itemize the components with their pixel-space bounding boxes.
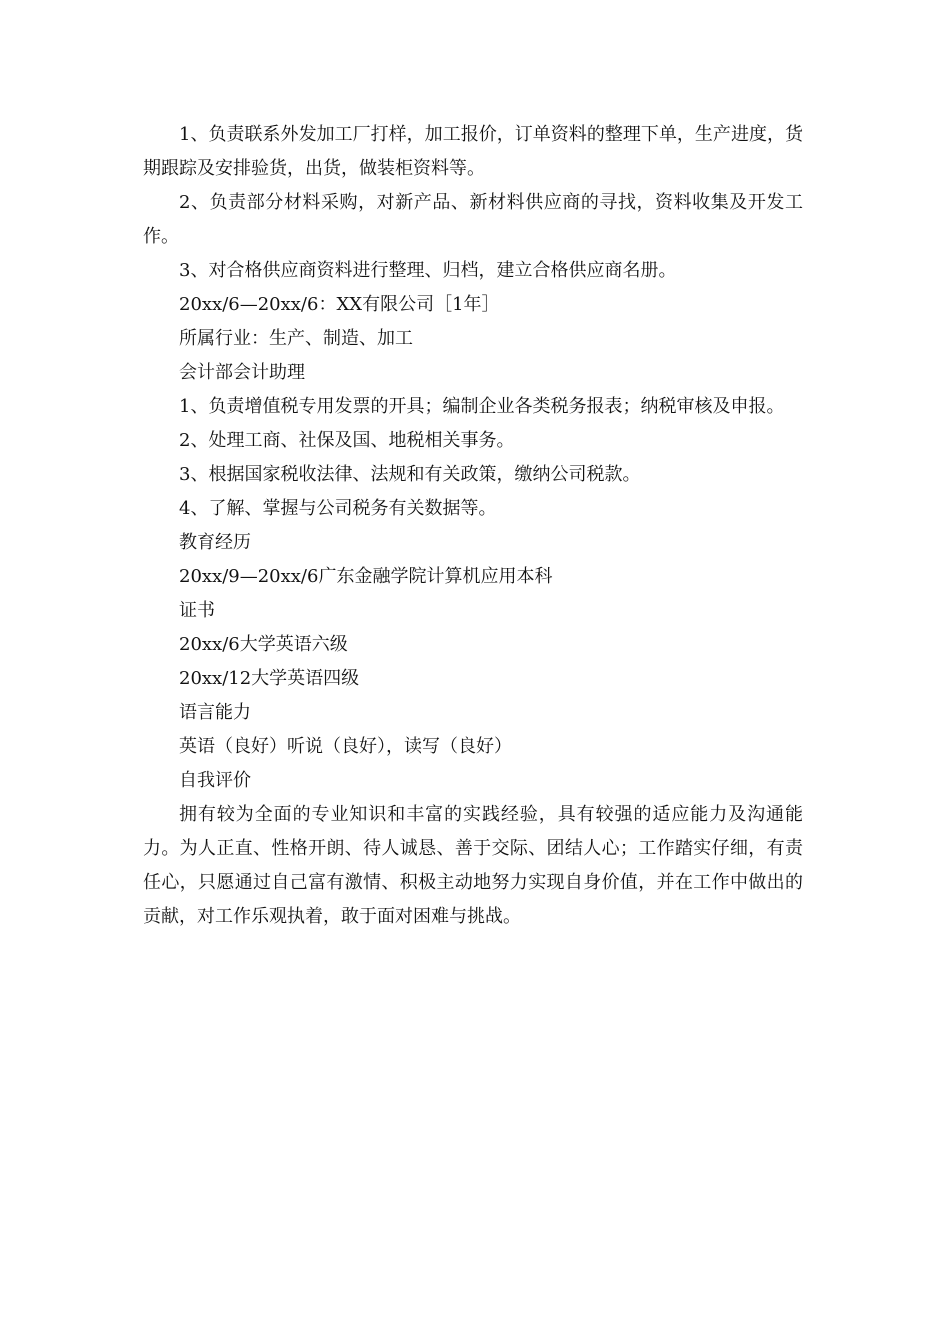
paragraph-job-title: 会计部会计助理 [179, 362, 305, 383]
paragraph-industry: 所属行业：生产、制造、加工 [179, 328, 413, 349]
paragraph-accounting-duties-2: 2、处理工商、社保及国、地税相关事务。 [179, 430, 515, 451]
document-body [143, 118, 803, 934]
section-heading-language: 语言能力 [179, 702, 251, 723]
paragraph-self-evaluation: 拥有较为全面的专业知识和丰富的实践经验，具有较强的适应能力及沟通能力。为人正直、性格开朗、待人诚恳、善于交际、团结人心；工作踏实仔细，有责任心，只愿通过自己富有激情、积极主动地努力实现自身价值，并在工作中做出的贡献，对工作乐观执着，敢于面对困难与挑战。 [143, 804, 803, 927]
paragraph-job-period: 20xx/6—20xx/6：XX有限公司［1年］ [179, 294, 500, 315]
paragraph-supplier-duties-3: 3、对合格供应商资料进行整理、归档，建立合格供应商名册。 [179, 260, 677, 281]
paragraph-accounting-duties-3: 3、根据国家税收法律、法规和有关政策，缴纳公司税款。 [179, 464, 641, 485]
section-heading-certificates: 证书 [179, 600, 215, 621]
paragraph-education-entry: 20xx/9—20xx/6广东金融学院计算机应用本科 [179, 566, 553, 587]
paragraph-supplier-duties-1: 1、负责联系外发加工厂打样，加工报价，订单资料的整理下单，生产进度，货期跟踪及安排验货，出货，做装柜资料等。 [143, 124, 803, 179]
paragraph-accounting-duties-4: 4、了解、掌握与公司税务有关数据等。 [179, 498, 497, 519]
section-heading-self-evaluation: 自我评价 [179, 770, 251, 791]
paragraph-certificate-cet4: 20xx/12大学英语四级 [179, 668, 360, 689]
paragraph-language-skill: 英语（良好）听说（良好），读写（良好） [179, 736, 512, 757]
paragraph-supplier-duties-2: 2、负责部分材料采购，对新产品、新材料供应商的寻找，资料收集及开发工作。 [143, 192, 803, 247]
section-heading-education: 教育经历 [179, 532, 251, 553]
paragraph-accounting-duties-1: 1、负责增值税专用发票的开具；编制企业各类税务报表；纳税审核及申报。 [179, 396, 785, 417]
paragraph-certificate-cet6: 20xx/6大学英语六级 [179, 634, 348, 655]
